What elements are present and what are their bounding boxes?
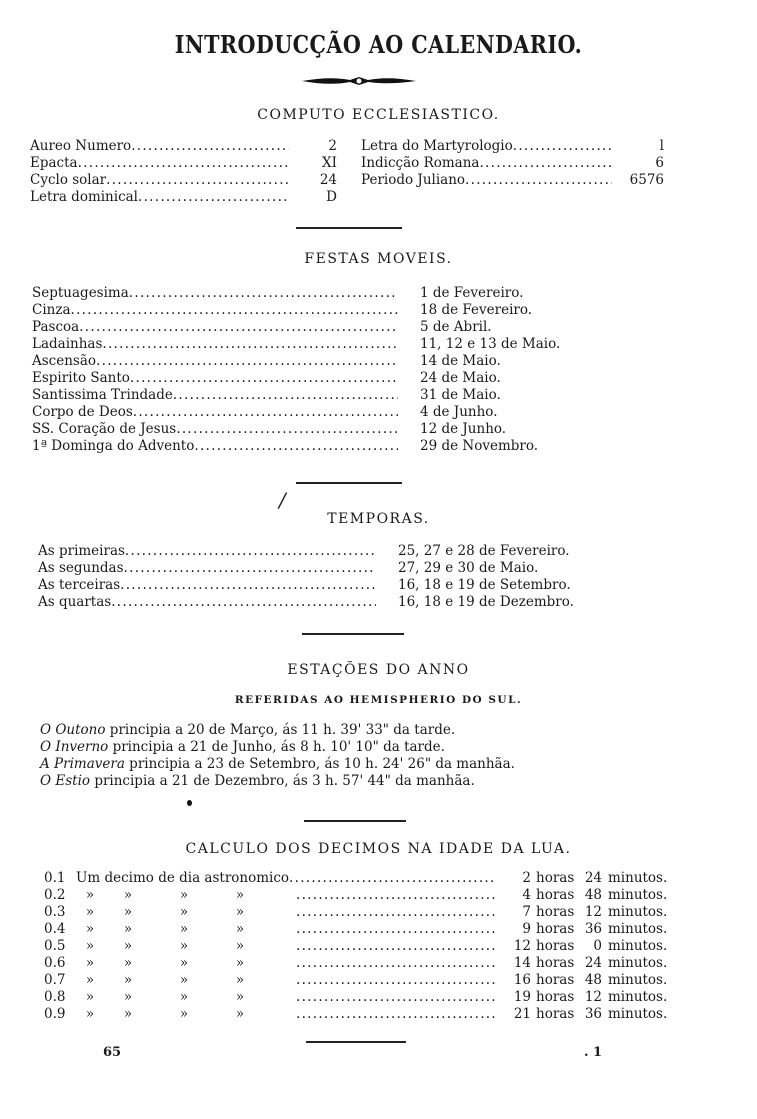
- ditto-mark: »: [179, 1006, 189, 1022]
- dot-leader: [479, 155, 612, 172]
- table-row: [44, 972, 674, 989]
- dot-leader: [130, 370, 398, 387]
- row-label: Cyclo solar: [30, 172, 107, 188]
- footer-signature-left: 65: [103, 1045, 122, 1060]
- hours-unit: horas: [536, 1006, 575, 1022]
- ditto-mark: »: [85, 921, 95, 937]
- season-name: O Estio: [40, 773, 91, 789]
- season-text: principia a 21 de Junho, ás 8 h. 10' 10" da tarde.: [112, 739, 445, 755]
- footer-signature-right: . 1: [584, 1045, 603, 1060]
- list-item: [40, 739, 600, 756]
- festa-date: 24 de Maio.: [420, 370, 501, 386]
- divider: [296, 227, 402, 229]
- dot-leader: [296, 921, 495, 938]
- computo-left: [30, 138, 337, 206]
- festa-date: 29 de Novembro.: [420, 438, 539, 454]
- ditto-mark: »: [85, 887, 95, 903]
- dot-leader: [133, 404, 398, 421]
- temporas-heading: TEMPORAS.: [327, 511, 430, 527]
- list-item: [32, 353, 592, 370]
- hours-unit: horas: [536, 972, 575, 988]
- festas-list: [32, 285, 592, 455]
- minutes-value: 0: [593, 938, 602, 954]
- row-label: Periodo Juliano: [361, 172, 466, 188]
- dot-leader: [194, 438, 398, 455]
- minutes-unit: minutos.: [608, 870, 668, 886]
- row-value: 24: [319, 172, 337, 188]
- dot-leader: [124, 560, 376, 577]
- hours-value: 7: [522, 904, 531, 920]
- stray-mark: /: [279, 488, 286, 512]
- decimal: 0.5: [44, 938, 66, 954]
- table-row: [44, 921, 674, 938]
- festa-label: Santissima Trindade: [32, 387, 173, 403]
- ditto-mark: »: [123, 921, 133, 937]
- list-item: [38, 594, 608, 611]
- list-item: [32, 336, 592, 353]
- row-label: Indicção Romana: [361, 155, 480, 171]
- festa-label: Pascoa: [32, 319, 80, 335]
- dot-leader: [513, 138, 612, 155]
- ditto-mark: »: [123, 1006, 133, 1022]
- dot-leader: [131, 138, 289, 155]
- estacoes-heading: ESTAÇÕES DO ANNO: [287, 662, 470, 678]
- festa-label: SS. Coração de Jesus: [32, 421, 177, 437]
- minutes-value: 36: [584, 1006, 602, 1022]
- leader-row: [30, 189, 337, 206]
- table-row: [44, 955, 674, 972]
- ditto-mark: »: [179, 887, 189, 903]
- divider: [304, 820, 406, 822]
- minutes-unit: minutos.: [608, 938, 668, 954]
- row-label: Epacta: [30, 155, 78, 171]
- ditto-mark: »: [179, 955, 189, 971]
- leader-row: [361, 138, 664, 155]
- hours-value: 19: [513, 989, 531, 1005]
- dot-leader: [106, 172, 289, 189]
- season-name: O Inverno: [40, 739, 109, 755]
- ditto-mark: »: [235, 904, 245, 920]
- computo-right: [361, 138, 664, 189]
- ditto-mark: »: [123, 938, 133, 954]
- tempora-date: 27, 29 e 30 de Maio.: [398, 560, 539, 576]
- decimal: 0.6: [44, 955, 66, 971]
- row-value: 6: [655, 155, 664, 171]
- dot-leader: [102, 336, 398, 353]
- decimal: 0.3: [44, 904, 66, 920]
- minutes-value: 48: [584, 887, 602, 903]
- divider: [296, 482, 402, 484]
- tempora-date: 16, 18 e 19 de Dezembro.: [398, 594, 574, 610]
- festa-label: Septuagesima: [32, 285, 129, 301]
- season-text: principia a 21 de Dezembro, ás 3 h. 57' 44" da manhãa.: [94, 773, 475, 789]
- tempora-date: 16, 18 e 19 de Setembro.: [398, 577, 571, 593]
- festa-date: 14 de Maio.: [420, 353, 501, 369]
- dot-leader: [138, 189, 289, 206]
- festa-label: Ascensão: [32, 353, 97, 369]
- leader-row: [30, 172, 337, 189]
- season-text: principia a 23 de Setembro, ás 10 h. 24' 26" da manhãa.: [129, 756, 515, 772]
- leader-row: [30, 155, 337, 172]
- minutes-value: 12: [584, 989, 602, 1005]
- ditto-mark: »: [235, 1006, 245, 1022]
- ditto-mark: »: [123, 887, 133, 903]
- minutes-unit: minutos.: [608, 955, 668, 971]
- estacoes-list: [40, 722, 600, 790]
- tempora-label: As quartas: [38, 594, 112, 610]
- computo-heading: COMPUTO ECCLESIASTICO.: [257, 107, 500, 123]
- dot-leader: [296, 955, 495, 972]
- table-row: [44, 989, 674, 1006]
- decimal: 0.4: [44, 921, 66, 937]
- decimal: 0.7: [44, 972, 66, 988]
- temporas-list: [38, 543, 608, 611]
- row-label: Letra dominical: [30, 189, 138, 205]
- list-item: [32, 285, 592, 302]
- hours-value: 21: [513, 1006, 531, 1022]
- row-value: l: [659, 138, 664, 154]
- list-item: [32, 421, 592, 438]
- tempora-label: As terceiras: [38, 577, 121, 593]
- list-item: [40, 722, 600, 739]
- festa-label: 1ª Dominga do Advento: [32, 438, 195, 454]
- decimal: 0.2: [44, 887, 66, 903]
- decimal: 0.9: [44, 1006, 66, 1022]
- dot-leader: [465, 172, 612, 189]
- ditto-mark: »: [235, 989, 245, 1005]
- dot-leader: [173, 387, 398, 404]
- festa-label: Ladainhas: [32, 336, 103, 352]
- hours-unit: horas: [536, 887, 575, 903]
- page-title: INTRODUCÇÃO AO CALENDARIO.: [174, 30, 583, 59]
- hours-value: 2: [522, 870, 531, 886]
- festa-date: 18 de Fevereiro.: [420, 302, 533, 318]
- ditto-mark: »: [85, 1006, 95, 1022]
- ditto-mark: »: [85, 989, 95, 1005]
- dot-leader: [78, 155, 289, 172]
- dot-leader: [111, 594, 376, 611]
- spacer: [268, 989, 296, 1006]
- spacer: [268, 904, 296, 921]
- ditto-mark: »: [235, 938, 245, 954]
- ditto-mark: »: [235, 887, 245, 903]
- list-item: [32, 387, 592, 404]
- minutes-unit: minutos.: [608, 921, 668, 937]
- ditto-mark: »: [123, 904, 133, 920]
- dot-leader: [176, 421, 398, 438]
- table-row: [44, 887, 674, 904]
- hours-value: 9: [522, 921, 531, 937]
- row-value: XI: [322, 155, 337, 171]
- list-item: [32, 370, 592, 387]
- dot-leader: [71, 302, 398, 319]
- dot-leader: [129, 285, 398, 302]
- minutes-value: 48: [584, 972, 602, 988]
- divider: [306, 1041, 406, 1043]
- divider: [302, 633, 404, 635]
- festa-date: 4 de Junho.: [420, 404, 498, 420]
- tempora-label: As primeiras: [38, 543, 125, 559]
- leader-row: [361, 172, 664, 189]
- minutes-value: 24: [584, 955, 602, 971]
- minutes-unit: minutos.: [608, 972, 668, 988]
- dot-leader: [96, 353, 398, 370]
- minutes-unit: minutos.: [608, 1006, 668, 1022]
- festa-date: 12 de Junho.: [420, 421, 507, 437]
- ditto-mark: »: [179, 921, 189, 937]
- ditto-mark: »: [179, 904, 189, 920]
- list-item: [40, 773, 600, 790]
- ditto-mark: »: [235, 972, 245, 988]
- dot-leader: [296, 989, 495, 1006]
- list-item: [40, 756, 600, 773]
- hours-unit: horas: [536, 870, 575, 886]
- ditto-mark: »: [85, 955, 95, 971]
- row-value: 2: [328, 138, 337, 154]
- festa-date: 31 de Maio.: [420, 387, 501, 403]
- row-value: D: [326, 189, 337, 205]
- tempora-date: 25, 27 e 28 de Fevereiro.: [398, 543, 570, 559]
- table-row: [44, 938, 674, 955]
- dot-leader: [296, 887, 495, 904]
- table-row: [44, 870, 674, 887]
- hours-unit: horas: [536, 921, 575, 937]
- calculo-table: [44, 870, 674, 1023]
- spacer: [268, 887, 296, 904]
- list-item: [32, 404, 592, 421]
- dot-leader: [296, 972, 495, 989]
- ditto-mark: »: [123, 972, 133, 988]
- ornament-divider: [300, 74, 418, 88]
- dot-leader: [120, 577, 376, 594]
- minutes-unit: minutos.: [608, 887, 668, 903]
- tempora-label: As segundas: [38, 560, 124, 576]
- hours-value: 4: [522, 887, 531, 903]
- row-label: Letra do Martyrologio: [361, 138, 513, 154]
- ditto-mark: »: [123, 989, 133, 1005]
- list-item: [32, 438, 592, 455]
- minutes-value: 24: [584, 870, 602, 886]
- row-label: Aureo Numero: [30, 138, 132, 154]
- festa-label: Corpo de Deos: [32, 404, 133, 420]
- list-item: [32, 319, 592, 336]
- hours-value: 12: [513, 938, 531, 954]
- leader-row: [361, 155, 664, 172]
- ditto-mark: »: [235, 921, 245, 937]
- spacer: [268, 972, 296, 989]
- ditto-mark: »: [85, 938, 95, 954]
- dot-leader: [296, 938, 495, 955]
- calculo-heading: CALCULO DOS DECIMOS NA IDADE DA LUA.: [185, 841, 572, 857]
- festa-label: Cinza: [32, 302, 71, 318]
- hours-value: 14: [513, 955, 531, 971]
- spacer: [268, 921, 296, 938]
- ditto-mark: »: [123, 955, 133, 971]
- ditto-mark: »: [179, 989, 189, 1005]
- season-text: principia a 20 de Março, ás 11 h. 39' 33" da tarde.: [109, 722, 456, 738]
- row-value: 6576: [629, 172, 664, 188]
- season-name: A Primavera: [40, 756, 125, 772]
- spacer: [268, 955, 296, 972]
- hours-value: 16: [513, 972, 531, 988]
- festa-date: 11, 12 e 13 de Maio.: [420, 336, 561, 352]
- list-item: [38, 560, 608, 577]
- ditto-mark: »: [179, 972, 189, 988]
- ditto-mark: »: [235, 955, 245, 971]
- ditto-mark: »: [179, 938, 189, 954]
- estacoes-subheading: REFERIDAS AO HEMISPHERIO DO SUL.: [234, 694, 523, 706]
- ditto-mark: »: [85, 904, 95, 920]
- hours-unit: horas: [536, 938, 575, 954]
- table-row: [44, 1006, 674, 1023]
- festas-heading: FESTAS MOVEIS.: [304, 251, 453, 267]
- leader-row: [30, 138, 337, 155]
- hours-unit: horas: [536, 904, 575, 920]
- minutes-value: 12: [584, 904, 602, 920]
- dot-leader: [296, 904, 495, 921]
- festa-date: 5 de Abril.: [420, 319, 492, 335]
- list-item: [38, 577, 608, 594]
- dot-leader: [296, 1006, 495, 1023]
- list-item: [32, 302, 592, 319]
- list-item: [38, 543, 608, 560]
- decimal: 0.8: [44, 989, 66, 1005]
- dot-leader: [125, 543, 376, 560]
- first-label: Um decimo de dia astronomico: [76, 870, 290, 886]
- hours-unit: horas: [536, 955, 575, 971]
- hours-unit: horas: [536, 989, 575, 1005]
- festa-label: Espirito Santo: [32, 370, 130, 386]
- minutes-unit: minutos.: [608, 989, 668, 1005]
- decimal: 0.1: [44, 870, 66, 886]
- spacer: [268, 938, 296, 955]
- festa-date: 1 de Fevereiro.: [420, 285, 524, 301]
- dot-leader: [79, 319, 398, 336]
- minutes-unit: minutos.: [608, 904, 668, 920]
- table-row: [44, 904, 674, 921]
- ink-spot: [187, 800, 192, 806]
- spacer: [268, 1006, 296, 1023]
- ditto-mark: »: [85, 972, 95, 988]
- dot-leader: [289, 870, 495, 887]
- season-name: O Outono: [40, 722, 106, 738]
- minutes-value: 36: [584, 921, 602, 937]
